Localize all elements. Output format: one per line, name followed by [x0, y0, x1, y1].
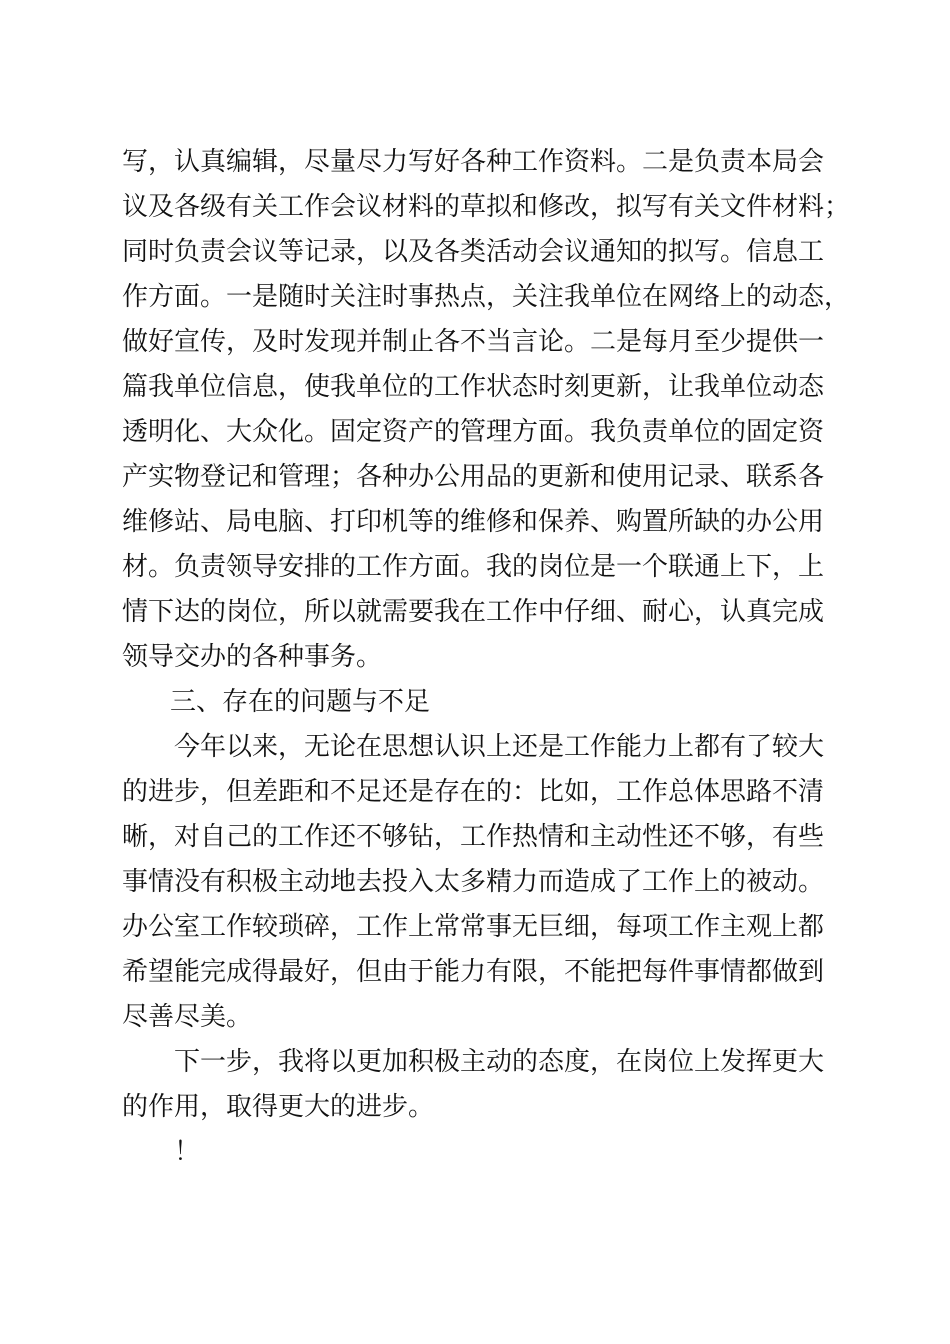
paragraph-line: 办公室工作较琐碎，工作上常常事无巨细，每项工作主观上都 [122, 912, 825, 942]
paragraph-line: 事情没有积极主动地去投入太多精力而造成了工作上的被动。 [122, 867, 825, 897]
paragraph-line: 作方面。一是随时关注时事热点，关注我单位在网络上的动态， [122, 282, 851, 312]
section-heading: 三、存在的问题与不足 [170, 687, 431, 717]
paragraph-line: 写，认真编辑，尽量尽力写好各种工作资料。二是负责本局会 [122, 147, 825, 177]
paragraph-line: 今年以来，无论在思想认识上还是工作能力上都有了较大 [174, 732, 825, 762]
paragraph-line: 希望能完成得最好，但由于能力有限，不能把每件事情都做到 [122, 957, 825, 987]
paragraph-line: 晰，对自己的工作还不够钻，工作热情和主动性还不够，有些 [122, 822, 825, 852]
paragraph-line: 的作用，取得更大的进步。 [122, 1092, 435, 1122]
paragraph-line: 的进步，但差距和不足还是存在的：比如，工作总体思路不清 [122, 777, 825, 807]
paragraph-line: 维修站、局电脑、打印机等的维修和保养、购置所缺的办公用 [122, 507, 825, 537]
closing-mark: ！ [174, 1137, 201, 1167]
paragraph-line: 产实物登记和管理；各种办公用品的更新和使用记录、联系各 [122, 462, 825, 492]
paragraph-line: 做好宣传，及时发现并制止各不当言论。二是每月至少提供一 [122, 327, 825, 357]
paragraph-line: 情下达的岗位，所以就需要我在工作中仔细、耐心，认真完成 [122, 597, 825, 627]
paragraph-line: 篇我单位信息，使我单位的工作状态时刻更新，让我单位动态 [122, 372, 825, 402]
paragraph-line: 尽善尽美。 [122, 1002, 253, 1032]
paragraph-line: 议及各级有关工作会议材料的草拟和修改，拟写有关文件材料； [122, 192, 851, 222]
paragraph-line: 领导交办的各种事务。 [122, 642, 383, 672]
paragraph-line: 同时负责会议等记录，以及各类活动会议通知的拟写。信息工 [122, 237, 825, 267]
paragraph-line: 下一步，我将以更加积极主动的态度，在岗位上发挥更大 [174, 1047, 825, 1077]
paragraph-line: 材。负责领导安排的工作方面。我的岗位是一个联通上下，上 [122, 552, 825, 582]
paragraph-line: 透明化、大众化。固定资产的管理方面。我负责单位的固定资 [122, 417, 825, 447]
